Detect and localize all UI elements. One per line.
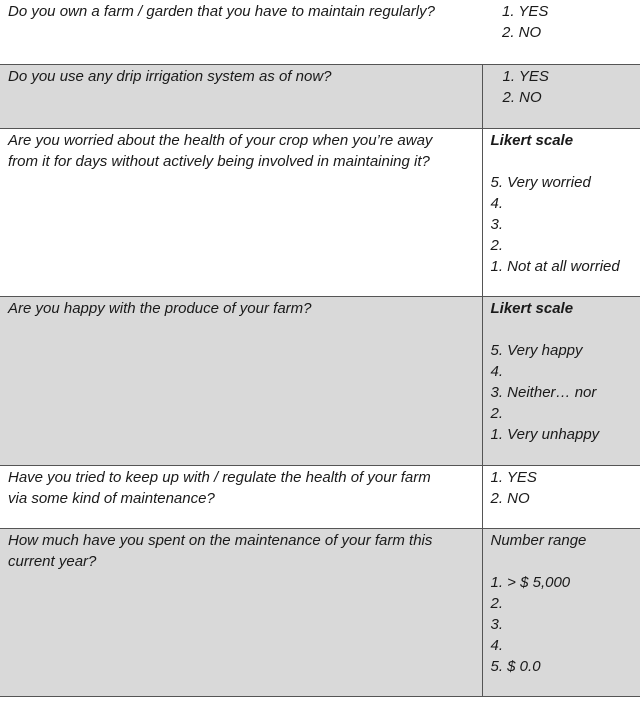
question-cell — [0, 296, 482, 465]
question-text: Have you tried to keep up with / regulate the health of your farm — [8, 468, 431, 486]
answer-option: 1. YES — [490, 468, 537, 486]
spacer — [491, 151, 641, 172]
range-heading: Number range — [490, 531, 587, 549]
answer-option: 3. — [490, 215, 504, 233]
answer-cell — [482, 528, 640, 696]
scale-heading: Likert scale — [490, 299, 574, 317]
answer-cell — [482, 128, 640, 296]
question-cell — [0, 64, 482, 128]
spacer — [491, 319, 641, 340]
question-text: current year? — [8, 552, 97, 570]
answer-option: 5. Very happy — [490, 341, 583, 359]
answer-option: 5. Very worried — [490, 173, 591, 191]
question-cell — [0, 528, 482, 696]
scale-heading: Likert scale — [490, 131, 574, 149]
question-text: Are you happy with the produce of your farm? — [8, 299, 312, 317]
answer-option: 2. NO — [502, 24, 542, 41]
answer-option: 1. YES — [502, 67, 549, 85]
answer-option: 2. NO — [502, 88, 542, 106]
answer-option: 4. — [490, 194, 504, 212]
survey-row — [0, 465, 640, 528]
question-text: via some kind of maintenance? — [8, 489, 215, 507]
question-cell — [0, 465, 482, 528]
answer-option: 2. — [490, 404, 504, 422]
answer-option: 1. > $ 5,000 — [490, 573, 571, 591]
answer-option: 2. NO — [490, 489, 530, 507]
answer-option: 3. — [490, 615, 504, 633]
answer-cell — [482, 64, 640, 128]
question-text: Do you own a farm / garden that you have to maintain regularly? — [8, 3, 435, 20]
question-cell — [0, 128, 482, 296]
answer-option: 1. Very unhappy — [490, 425, 600, 443]
answer-option: 5. $ 0.0 — [490, 657, 541, 675]
question-cell — [0, 0, 482, 64]
answer-option: 3. Neither… nor — [490, 383, 597, 401]
question-text: Do you use any drip irrigation system as of now? — [8, 67, 332, 85]
answer-cell — [482, 296, 640, 465]
survey-row — [0, 528, 640, 696]
answer-cell — [482, 0, 640, 64]
question-text: How much have you spent on the maintenance of your farm this — [8, 531, 433, 549]
answer-option: 1. YES — [502, 3, 549, 20]
survey-row — [0, 128, 640, 296]
question-text: from it for days without actively being involved in maintaining it? — [8, 152, 430, 170]
spacer — [491, 551, 641, 572]
answer-option: 1. Not at all worried — [490, 257, 620, 275]
answer-option: 2. — [490, 594, 504, 612]
survey-row — [0, 64, 640, 128]
question-text: Are you worried about the health of your crop when you’re away — [8, 131, 433, 149]
survey-row — [0, 0, 640, 64]
answer-option: 4. — [490, 636, 504, 654]
survey-row — [0, 296, 640, 465]
answer-cell — [482, 465, 640, 528]
answer-option: 2. — [490, 236, 504, 254]
answer-option: 4. — [490, 362, 504, 380]
